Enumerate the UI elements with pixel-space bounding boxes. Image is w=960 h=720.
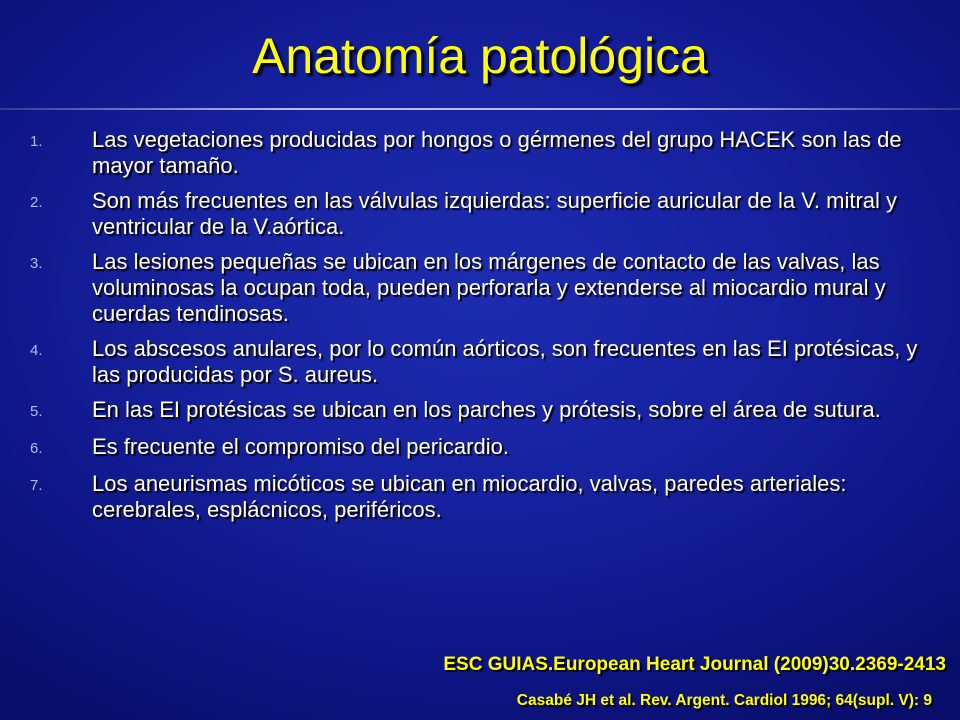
list-item [30, 127, 930, 179]
item-number: 7. [30, 477, 43, 494]
item-number: 3. [30, 255, 43, 272]
item-number: 4. [30, 342, 43, 359]
item-text: Es frecuente el compromiso del pericardio. [92, 434, 509, 459]
item-text: Las lesiones pequeñas se ubican en los márgenes de contacto de las valvas, las voluminosas la ocupan toda, pueden perforarla y extenderse al miocardio mural y cuerdas tendinosas. [92, 249, 886, 326]
list-item [30, 397, 930, 425]
list-item [30, 471, 930, 523]
findings-list [30, 127, 930, 532]
list-item [30, 336, 930, 388]
item-text: Las vegetaciones producidas por hongos o gérmenes del grupo HACEK son las de mayor tamaño. [92, 127, 902, 178]
list-item [30, 249, 930, 327]
item-text: Los aneurismas micóticos se ubican en miocardio, valvas, paredes arteriales: cerebrales, esplácnicos, periféricos. [92, 471, 847, 522]
item-number: 2. [30, 194, 43, 211]
reference-casabe: Casabé JH et al. Rev. Argent. Cardiol 1996; 64(supl. V): 9 [516, 692, 932, 709]
reference-esc-guidelines: ESC GUIAS.European Heart Journal (2009)30.2369-2413 [443, 654, 946, 675]
title-divider [0, 108, 960, 110]
item-number: 1. [30, 133, 43, 150]
list-item [30, 188, 930, 240]
list-item [30, 434, 930, 462]
item-text: Los abscesos anulares, por lo común aórticos, son frecuentes en las EI protésicas, y las producidas por S. aureus. [92, 336, 918, 387]
item-number: 5. [30, 403, 43, 420]
slide-title: Anatomía patológica [252, 28, 708, 84]
item-text: En las EI protésicas se ubican en los parches y prótesis, sobre el área de sutura. [92, 397, 881, 422]
item-number: 6. [30, 440, 43, 457]
item-text: Son más frecuentes en las válvulas izquierdas: superficie auricular de la V. mitral y ventricular de la V.aórtica. [92, 188, 898, 239]
